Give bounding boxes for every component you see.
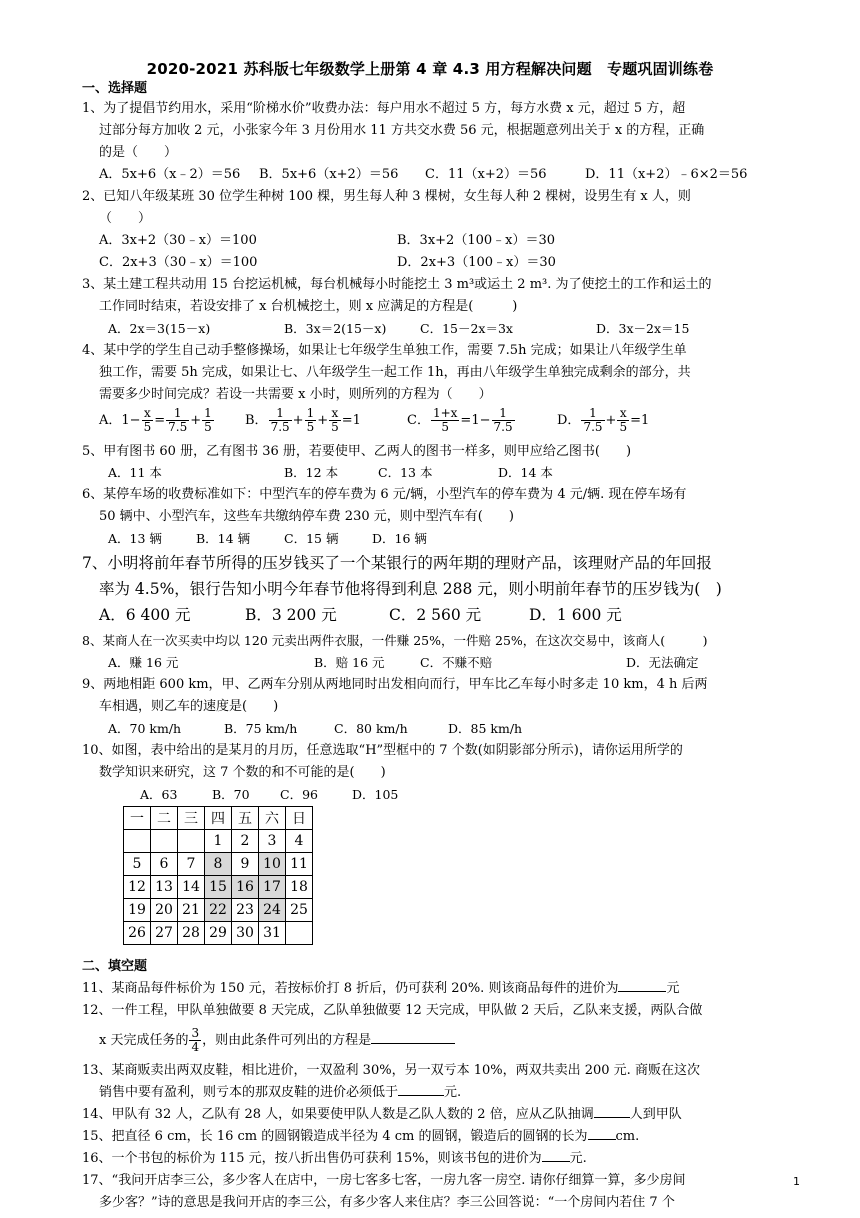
section-fill-blank: 二、填空题 bbox=[82, 959, 148, 974]
q12-line1: 12、一件工程，甲队单独做要 8 天完成，乙队单独做要 12 天完成，甲队做 2 天后，乙队来支援，两队合做 bbox=[82, 1003, 703, 1018]
calendar-day bbox=[151, 830, 178, 853]
calendar-table bbox=[123, 806, 313, 945]
q5-options bbox=[108, 462, 808, 484]
calendar-day: 9 bbox=[232, 853, 259, 876]
q17-line2: 多少客？”诗的意思是我问开店的李三公，有多少客人来住店？李三公回答说：“一个房间内若住 7 个 bbox=[99, 1195, 675, 1210]
q12-answer-blank[interactable] bbox=[371, 1043, 455, 1044]
q16-line1: 16、一个书包的标价为 115 元，按八折出售仍可获利 15%，则该书包的进价为 元. bbox=[82, 1151, 587, 1166]
page-number: 1 bbox=[793, 1175, 800, 1188]
q11-answer-blank[interactable] bbox=[618, 991, 666, 992]
q9-options bbox=[108, 718, 808, 740]
q7-line1: 7、小明将前年春节所得的压岁钱买了一个某银行的两年期的理财产品，该理财产品的年回报 bbox=[82, 554, 712, 572]
q3-line2: 工作同时结束，若设安排了 x 台机械挖土，则 x 应满足的方程是( ) bbox=[99, 299, 518, 314]
calendar-day: 22 bbox=[205, 899, 232, 922]
calendar-day: 21 bbox=[178, 899, 205, 922]
calendar-row bbox=[124, 830, 313, 853]
calendar-day: 18 bbox=[286, 876, 313, 899]
calendar-day: 16 bbox=[232, 876, 259, 899]
q6-option-b: B．14 辆 bbox=[196, 531, 251, 546]
q13-line1: 13、某商贩卖出两双皮鞋，相比进价，一双盈利 30%，另一双亏本 10%，两双共卖出 200 元. 商贩在这次 bbox=[82, 1063, 700, 1078]
q4-line1: 4、某中学的学生自己动手整修操场，如果让七年级学生单独工作，需要 7.5h 完成；如果让八年级学生单 bbox=[82, 343, 687, 358]
calendar-day bbox=[178, 830, 205, 853]
q5-option-b: B．12 本 bbox=[284, 465, 339, 480]
q1-line1: 1、为了提倡节约用水，采用“阶梯水价”收费办法：每户用水不超过 5 方，每方水费 x 元，超过 5 方，超 bbox=[82, 101, 686, 116]
q7-option-d: D．1 600 元 bbox=[529, 606, 622, 624]
calendar-day: 5 bbox=[124, 853, 151, 876]
calendar-day: 8 bbox=[205, 853, 232, 876]
calendar-day: 11 bbox=[286, 853, 313, 876]
calendar-day: 15 bbox=[205, 876, 232, 899]
q6-option-a: A．13 辆 bbox=[108, 531, 162, 546]
calendar-day: 2 bbox=[232, 830, 259, 853]
calendar-weekday: 三 bbox=[178, 807, 205, 830]
calendar-header-row bbox=[124, 807, 313, 830]
document-title: 2020-2021 苏科版七年级数学上册第 4 章 4.3 用方程解决问题 专题巩固训练卷 bbox=[146, 60, 714, 78]
q6-option-c: C．15 辆 bbox=[284, 531, 339, 546]
q4-option-a: A．1− $\frac{x}{5}$ = $\frac{1}{7.5}$ + $\frac{1}{5}$ bbox=[99, 406, 212, 434]
calendar-day: 31 bbox=[259, 922, 286, 945]
calendar-day: 26 bbox=[124, 922, 151, 945]
q13-line2: 销售中要有盈利，则亏本的那双皮鞋的进价必须低于 元. bbox=[99, 1085, 462, 1100]
q7-options bbox=[99, 602, 799, 628]
q8-option-b: B．赔 16 元 bbox=[314, 655, 385, 670]
calendar-day bbox=[286, 922, 313, 945]
q4-line3: 需要多少时间完成？若设一共需要 x 小时，则所列的方程为（ ） bbox=[99, 387, 492, 402]
calendar-day: 29 bbox=[205, 922, 232, 945]
q1-line2: 过部分每方加收 2 元，小张家今年 3 月份用水 11 方共交水费 56 元，根据题意列出关于 x 的方程，正确 bbox=[99, 123, 705, 138]
q17-line1: 17、“我问开店李三公，多少客人在店中，一房七客多七客，一房九客一房空. 请你仔细算一算，多少房间 bbox=[82, 1173, 686, 1188]
q10-option-d: D．105 bbox=[352, 787, 399, 802]
q8-line1: 8、某商人在一次买卖中均以 120 元卖出两件衣服，一件赚 25%，一件赔 25%，在这次交易中，该商人( ) bbox=[82, 633, 708, 648]
q8-options bbox=[108, 652, 808, 674]
q10-option-c: C．96 bbox=[280, 787, 318, 802]
q5-option-d: D．14 本 bbox=[498, 465, 553, 480]
q4-option-b: B． $\frac{1}{7.5}$ + $\frac{1}{5}$ + $\frac{x}{5}$ =1 bbox=[245, 406, 361, 434]
calendar-day: 30 bbox=[232, 922, 259, 945]
q3-line1: 3、某土建工程共动用 15 台挖运机械，每台机械每小时能挖土 3 m³或运土 2 m³. 为了使挖土的工作和运土的 bbox=[82, 277, 712, 292]
q14-answer-blank[interactable] bbox=[594, 1117, 630, 1118]
calendar-day: 14 bbox=[178, 876, 205, 899]
calendar-day: 12 bbox=[124, 876, 151, 899]
q4-option-d: D． $\frac{1}{7.5}$ + $\frac{x}{5}$ =1 bbox=[557, 406, 650, 434]
q16-answer-blank[interactable] bbox=[542, 1161, 570, 1162]
calendar-row bbox=[124, 922, 313, 945]
q1-option-a: A．5x+6（x﹣2）＝56 bbox=[99, 167, 241, 182]
q2-options-ab bbox=[99, 230, 799, 252]
q7-line2: 率为 4.5%，银行告知小明今年春节他将得到利息 288 元，则小明前年春节的压岁钱为( ) bbox=[99, 580, 722, 598]
calendar-day: 17 bbox=[259, 876, 286, 899]
q6-options bbox=[108, 528, 808, 550]
q8-option-d: D．无法确定 bbox=[626, 655, 699, 670]
q4-option-c: C． $\frac{1+x}{5}$ =1− $\frac{1}{7.5}$ bbox=[407, 406, 513, 434]
q4-options bbox=[99, 404, 799, 438]
q13-answer-blank[interactable] bbox=[398, 1095, 444, 1096]
calendar-day: 24 bbox=[259, 899, 286, 922]
q3-option-b: B．3x＝2(15－x) bbox=[284, 321, 387, 336]
q7-option-c: C．2 560 元 bbox=[389, 606, 482, 624]
q7-option-a: A．6 400 元 bbox=[99, 606, 191, 624]
q10-line2: 数学知识来研究，这 7 个数的和不可能的是( ) bbox=[99, 765, 386, 780]
calendar-day: 3 bbox=[259, 830, 286, 853]
q3-options bbox=[108, 318, 808, 340]
calendar-day: 20 bbox=[151, 899, 178, 922]
calendar-day: 13 bbox=[151, 876, 178, 899]
q2-option-c: C．2x+3（30﹣x）＝100 bbox=[99, 255, 258, 270]
q12-fraction: $\frac{3}{4}$ bbox=[191, 1026, 200, 1054]
q12-line2: x 天完成任务的 $\frac{3}{4}$ ，则由此条件可列出的方程是 bbox=[99, 1024, 799, 1058]
calendar-weekday: 一 bbox=[124, 807, 151, 830]
q10-options bbox=[140, 784, 840, 806]
q1-option-c: C．11（x+2）＝56 bbox=[425, 167, 547, 182]
q8-option-c: C．不赚不赔 bbox=[420, 655, 493, 670]
calendar-day: 23 bbox=[232, 899, 259, 922]
calendar-day: 1 bbox=[205, 830, 232, 853]
q5-option-c: C．13 本 bbox=[378, 465, 433, 480]
calendar-day: 7 bbox=[178, 853, 205, 876]
q11-line1: 11、某商品每件标价为 150 元，若按标价打 8 折后，仍可获利 20%. 则该商品每件的进价为 元 bbox=[82, 981, 680, 996]
q2-option-d: D．2x+3（100﹣x）＝30 bbox=[397, 255, 556, 270]
calendar-row bbox=[124, 853, 313, 876]
calendar-day: 28 bbox=[178, 922, 205, 945]
q2-option-a: A．3x+2（30﹣x）＝100 bbox=[99, 233, 257, 248]
q15-answer-blank[interactable] bbox=[588, 1139, 616, 1140]
q9-option-d: D．85 km/h bbox=[448, 721, 523, 736]
calendar-day: 10 bbox=[259, 853, 286, 876]
q1-option-b: B．5x+6（x+2）＝56 bbox=[259, 167, 399, 182]
q8-option-a: A．赚 16 元 bbox=[108, 655, 179, 670]
q2-line1: 2、已知八年级某班 30 位学生种树 100 棵，男生每人种 3 棵树，女生每人种 2 棵树，设男生有 x 人，则 bbox=[82, 189, 691, 204]
calendar-weekday: 日 bbox=[286, 807, 313, 830]
q9-option-c: C．80 km/h bbox=[334, 721, 408, 736]
q1-line3: 的是（ ） bbox=[99, 145, 178, 160]
q2-line2: （ ） bbox=[99, 211, 152, 226]
q5-option-a: A．11 本 bbox=[108, 465, 162, 480]
calendar-day: 27 bbox=[151, 922, 178, 945]
calendar-day: 25 bbox=[286, 899, 313, 922]
q2-option-b: B．3x+2（100﹣x）＝30 bbox=[397, 233, 556, 248]
q9-option-a: A．70 km/h bbox=[108, 721, 182, 736]
calendar-weekday: 六 bbox=[259, 807, 286, 830]
q6-line2: 50 辆中、小型汽车，这些车共缴纳停车费 230 元，则中型汽车有( ) bbox=[99, 509, 514, 524]
q14-line1: 14、甲队有 32 人，乙队有 28 人，如果要使甲队人数是乙队人数的 2 倍，应从乙队抽调 人到甲队 bbox=[82, 1107, 682, 1122]
q6-option-d: D．16 辆 bbox=[372, 531, 427, 546]
q9-line2: 车相遇，则乙车的速度是( ) bbox=[99, 699, 279, 714]
q1-options bbox=[99, 164, 799, 186]
q5-line1: 5、甲有图书 60 册，乙有图书 36 册，若要使甲、乙两人的图书一样多，则甲应给乙图书( ) bbox=[82, 444, 632, 459]
q10-option-b: B．70 bbox=[212, 787, 250, 802]
section-choice: 一、选择题 bbox=[82, 81, 148, 96]
calendar-day: 6 bbox=[151, 853, 178, 876]
q10-line1: 10、如图，表中给出的是某月的月历，任意选取“H”型框中的 7 个数(如阴影部分所示)，请你运用所学的 bbox=[82, 743, 683, 758]
q9-line1: 9、两地相距 600 km，甲、乙两车分别从两地同时出发相向而行，甲车比乙车每小时多走 10 km，4 h 后两 bbox=[82, 677, 708, 692]
calendar-row bbox=[124, 876, 313, 899]
q9-option-b: B．75 km/h bbox=[224, 721, 298, 736]
calendar-row bbox=[124, 899, 313, 922]
q1-option-d: D．11（x+2）﹣6×2＝56 bbox=[585, 167, 748, 182]
q6-line1: 6、某停车场的收费标准如下：中型汽车的停车费为 6 元/辆，小型汽车的停车费为 4 元/辆. 现在停车场有 bbox=[82, 487, 687, 502]
q3-option-a: A．2x＝3(15－x) bbox=[108, 321, 211, 336]
calendar-day: 4 bbox=[286, 830, 313, 853]
calendar-day bbox=[124, 830, 151, 853]
q7-option-b: B．3 200 元 bbox=[245, 606, 337, 624]
q4-line2: 独工作，需要 5h 完成，如果让七、八年级学生一起工作 1h，再由八年级学生单独完成剩余的部分，共 bbox=[99, 365, 691, 380]
calendar-weekday: 二 bbox=[151, 807, 178, 830]
q2-options-cd bbox=[99, 252, 799, 274]
q15-line1: 15、把直径 6 cm，长 16 cm 的圆钢锻造成半径为 4 cm 的圆钢，锻造后的圆钢的长为 cm. bbox=[82, 1129, 640, 1144]
q3-option-d: D．3x－2x＝15 bbox=[596, 321, 690, 336]
q3-option-c: C．15－2x＝3x bbox=[420, 321, 513, 336]
calendar-day: 19 bbox=[124, 899, 151, 922]
calendar-weekday: 四 bbox=[205, 807, 232, 830]
q10-option-a: A．63 bbox=[140, 787, 178, 802]
calendar-weekday: 五 bbox=[232, 807, 259, 830]
